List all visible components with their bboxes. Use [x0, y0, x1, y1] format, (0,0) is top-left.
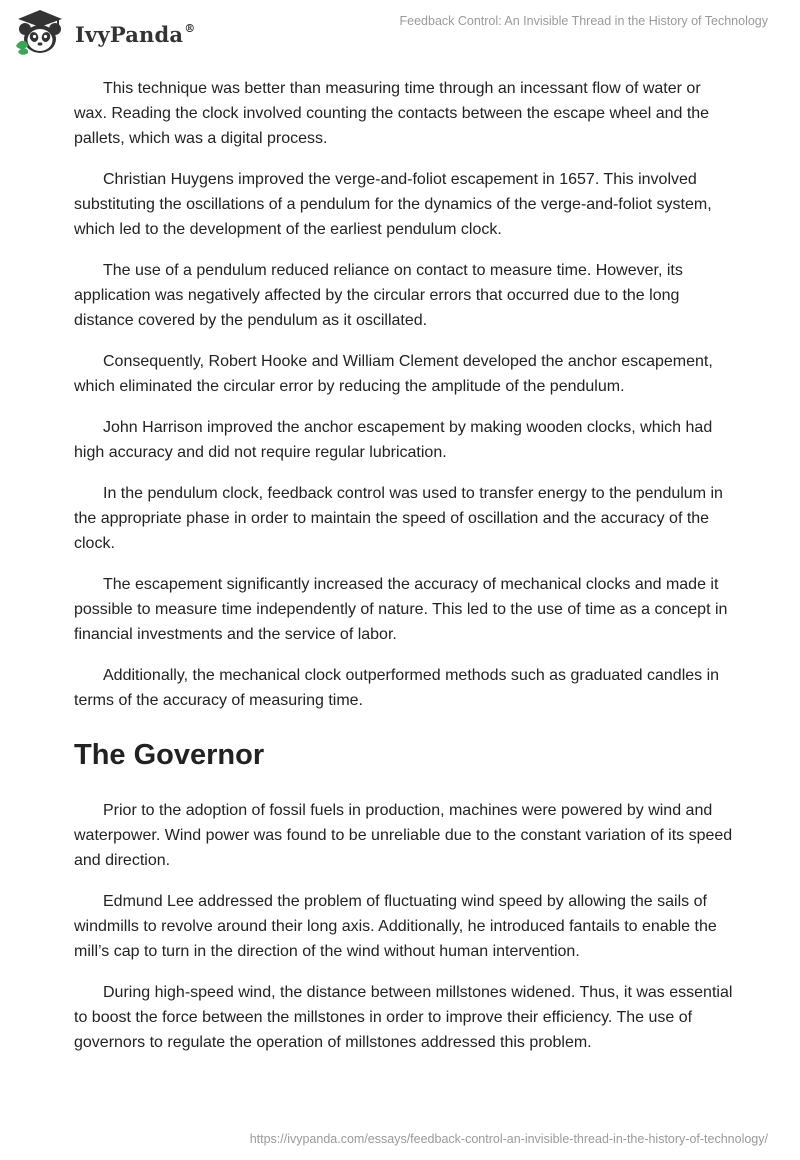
paragraph: In the pendulum clock, feedback control was used to transfer energy to the pendulum in the appropriate phase in order to maintain the speed of oscillation and the accuracy of the clock.: [74, 485, 723, 552]
paragraph: Consequently, Robert Hooke and William Clement developed the anchor escapement, which eliminated the circular error by reducing the amplitude of the pendulum.: [74, 353, 713, 395]
paragraph: Additionally, the mechanical clock outperformed methods such as graduated candles in terms of the accuracy of measuring time.: [74, 667, 720, 709]
document-title: Feedback Control: An Invisible Thread in the History of Technology: [399, 14, 768, 28]
paragraph: Prior to the adoption of fossil fuels in production, machines were powered by wind and waterpower. Wind power was found to be unreliable due to the constant variation of its speed and direction.: [74, 802, 733, 869]
paragraph: John Harrison improved the anchor escapement by making wooden clocks, which had high accuracy and did not require regular lubrication.: [74, 419, 713, 461]
paragraph: The use of a pendulum reduced reliance on contact to measure time. However, its application was negatively affected by the circular errors that occurred due to the long distance covered by the pendulum as it oscillated.: [74, 262, 683, 329]
brand-name: IvyPanda®: [75, 21, 196, 47]
paragraph: During high-speed wind, the distance between millstones widened. Thus, it was essential to boost the force between the millstones in order to improve their efficiency. The use of governors to regulate the operation of millstones addressed this problem.: [74, 984, 733, 1051]
source-url[interactable]: https://ivypanda.com/essays/feedback-control-an-invisible-thread-in-the-history-of-technology/: [249, 1132, 768, 1146]
panda-graduate-icon: [14, 8, 66, 58]
paragraph: The escapement significantly increased the accuracy of mechanical clocks and made it possible to measure time independently of nature. This led to the use of time as a concept in financial investments and the service of labor.: [74, 576, 728, 643]
paragraph: This technique was better than measuring time through an incessant flow of water or wax. Reading the clock involved counting the contacts between the escape wheel and the pallets, which was a digital process.: [74, 80, 710, 147]
section-heading: The Governor: [74, 739, 265, 771]
paragraph: Christian Huygens improved the verge-and-foliot escapement in 1657. This involved substituting the oscillations of a pendulum for the dynamics of the verge-and-foliot system, which led to the development of the earliest pendulum clock.: [74, 171, 712, 238]
article-body: [74, 76, 734, 1071]
ivypanda-logo[interactable]: [14, 8, 195, 58]
paragraph: Edmund Lee addressed the problem of fluctuating wind speed by allowing the sails of windmills to revolve around their long axis. Additionally, he introduced fantails to enable the mill’s cap to turn in the direction of the wind without human intervention.: [74, 893, 717, 960]
page-header: [0, 0, 800, 64]
